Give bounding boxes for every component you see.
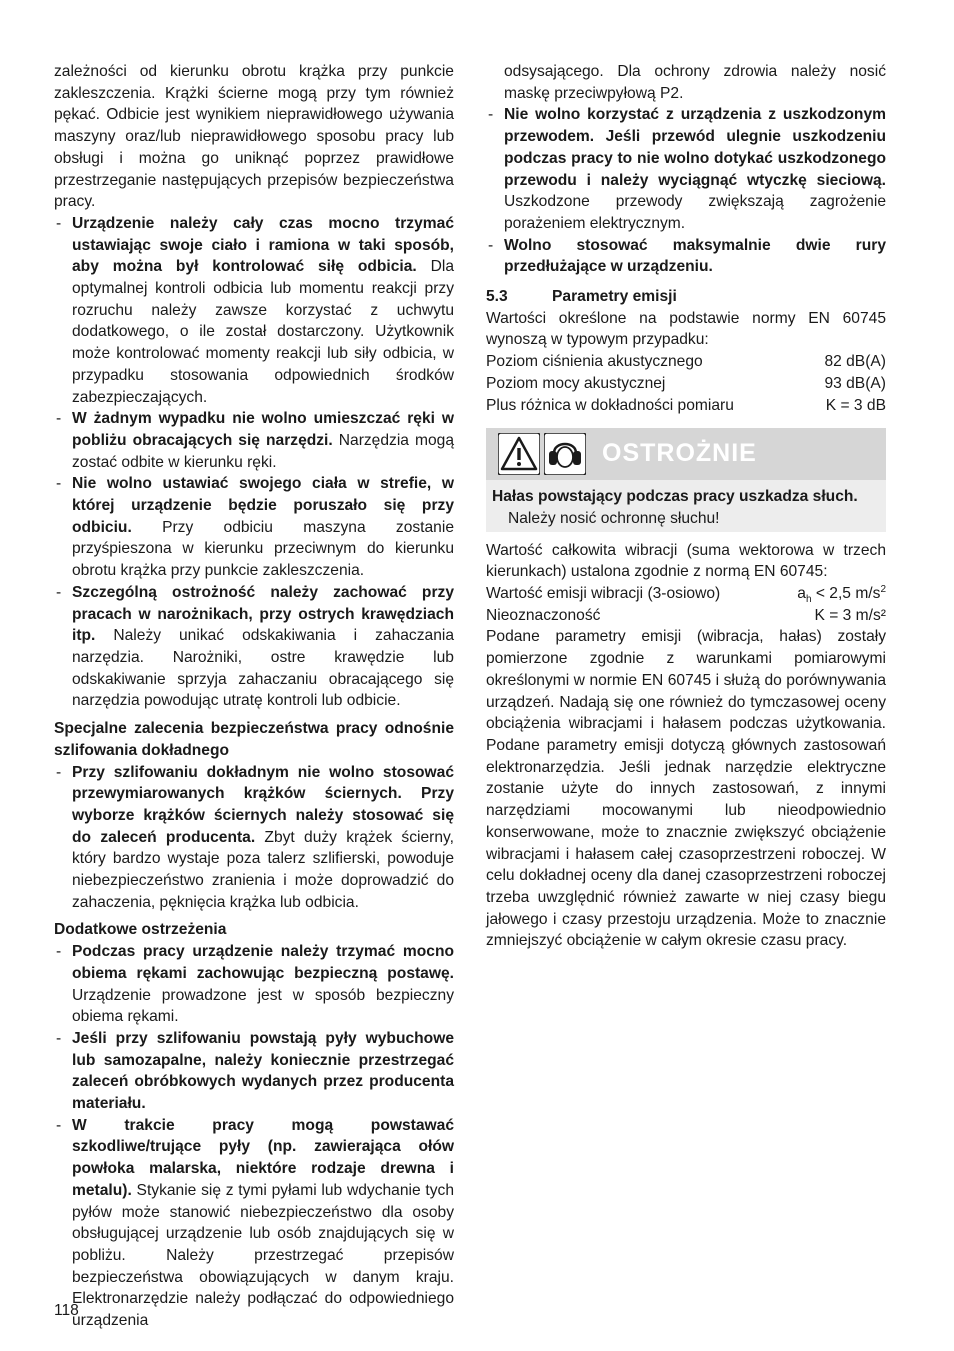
emission-intro: Wartości określone na podstawie normy EN 60745 wynoszą w typowym przypadku: xyxy=(486,309,886,349)
list-item: - W trakcie pracy mogą powstawać szkodliwe/trujące pyły (np. zawierająca ołów powłoka malarska, niektóre rodzaje drewna i metalu). Stykanie się z tymi pyłami lub wdychanie tych pyłów może stanowić niebezpieczeństwo dla osoby obsługującej urządzenie lub osób znajdujących się w pobliżu. Należy przestrzegać przepisów bezpieczeństwa obowiązujących w danym kraju. Elektronarzędzie należy podłączać do odpowiedniego urządzenia xyxy=(56,1116,454,1330)
subheading-additional-warnings: Dodatkowe ostrzeżenia xyxy=(54,921,227,939)
right-column xyxy=(486,61,886,952)
left-column xyxy=(54,61,454,1332)
emission-row: Plus różnica w dokładności pomiaru K = 3 dB xyxy=(486,396,886,414)
list-item: - W żadnym wypadku nie wolno umieszczać ręki w pobliżu obracających się narzędzi. Narzędzia mogą zostać odbite w kierunku ręki. xyxy=(56,410,454,471)
warning-triangle-icon xyxy=(498,433,540,475)
list-item: - Podczas pracy urządzenie należy trzymać mocno obiema rękami zachowując bezpieczną postawę. Urządzenie prowadzone jest w sposób bezpieczny obiema rękami. xyxy=(56,943,454,1026)
caution-header xyxy=(486,428,886,480)
emission-row: Poziom ciśnienia akustycznego 82 dB(A) xyxy=(486,353,886,371)
list-item: - Nie wolno ustawiać swojego ciała w strefie, w której urządzenie będzie poruszało się przy odbiciu. Przy odbiciu maszyna zostanie przyśpieszona w kierunku przeciwnym do kierunku obrotu krążka przy punkcie zakleszczenia. xyxy=(56,475,454,580)
vibration-intro: Wartość całkowita wibracji (suma wektorowa w trzech kierunkach) ustalona zgodnie z normą EN 60745: xyxy=(486,541,886,581)
caution-title: OSTROŻNIE xyxy=(602,439,757,468)
subheading-fine-grinding: Specjalne zalecenia bezpieczeństwa pracy odnośnie szlifowania dokładnego xyxy=(54,720,454,759)
caution-text: Hałas powstający podczas pracy uszkadza słuch. xyxy=(492,488,858,506)
caution-subtext: Należy nosić ochronnę słuchu! xyxy=(508,509,720,527)
ear-protection-icon xyxy=(544,433,586,475)
caution-body xyxy=(486,480,886,531)
emission-row: Poziom mocy akustycznej 93 dB(A) xyxy=(486,374,886,392)
list-item: - Przy szlifowaniu dokładnym nie wolno stosować przewymiarowanych krążków ściernych. Przy wyborze krążków ściernych należy stosować się do zaleceń producenta. Zbyt duży krążek ścierny, który bardzo wystaje poza talerz szlifierski, powoduje niebezpieczeństwo zranienia i może doprowadzić do zahaczenia, pęknięcia krążka lub odbicia. xyxy=(56,763,454,911)
vibration-row: Wartość emisji wibracji (3-osiowo) $a_h < 2,5$ $m/s^2$ xyxy=(486,583,886,606)
section-number: 5.3 xyxy=(486,288,508,306)
caution-box xyxy=(486,428,886,531)
section-heading xyxy=(486,286,886,308)
list-item: - Wolno stosować maksymalnie dwie rury przedłużające w urządzeniu. xyxy=(488,236,886,276)
list-item: - Urządzenie należy cały czas mocno trzymać ustawiając swoje ciało i ramiona w taki sposób, aby można był kontrolować siłę odbicia. Dla optymalnej kontroli odbicia lub momentu reakcji przy rozruchu należy zawsze korzystać z uchwytu dodatkowego, o ile został dostarczony. Użytkownik może kontrolować momenty reakcji lub siły odbicia, w przypadku stosowania odpowiednich środków zabezpieczających. xyxy=(56,214,455,406)
section-title: Parametry emisji xyxy=(552,288,677,306)
vibration-row: Nieoznaczoność K = 3 m/s² xyxy=(486,606,886,624)
list-item: - Nie wolno korzystać z urządzenia z uszkodzonym przewodem. Jeśli przewód ulegnie uszkodzeniu podczas pracy to nie wolno dotykać uszkodzonego przewodu i należy wyciągnąć wtyczkę sieciową. Uszkodzone przewody zwiększają zagrożenie porażeniem elektrycznym. xyxy=(488,106,886,232)
final-paragraph: Podane parametry emisji (wibracja, hałas) zostały pomierzone zgodnie z warunkami pomiarowymi określonymi w normie EN 60745 i służą do porównywania urządzeń. Nadają się one również do tymczasowej oceny obciążenia wibracjami i hałasem podczas użytkowania. Podane parametry emisji dotyczą głównych zastosowań elektronarzędzia. Jeśli jednak narzędzie elektryczne zostanie użyte do innych zastosowań, z innymi narzędziami mocowanymi lub nieodpowiednio konserwowane, może to znacznie zwiększyć obciążenie wibracjami i hałasem całej czasoprzestrzeni roboczej. W celu dokładnej oceny dla danej czasoprzestrzeni roboczej trzeba uwzględnić również zawarte w niej czasy biegu jałowego i czasy przestoju urządzenia. Może to znacznie zmniejszyć obciążenie w całym okresie czasu pracy. xyxy=(486,628,886,950)
intro-paragraph: zależności od kierunku obrotu krążka przy punkcie zakleszczenia. Krążki ścierne mogą przy tym również pękać. Odbicie jest wynikiem nieprawidłowego używania maszyny oraz/lub nieprawidłowego sposobu pracy lub obsługi i można go uniknąć poprzez prawidłowe przestrzeganie następujących przepisów bezpieczeństwa pracy. xyxy=(54,63,454,211)
continued-paragraph: odsysającego. Dla ochrony zdrowia należy nosić maskę przeciwpyłową P2. xyxy=(504,63,886,102)
list-item: - Jeśli przy szlifowaniu powstają pyły wybuchowe lub samozapalne, należy koniecznie przestrzegać zaleceń obróbkowych wydanych przez producenta materiału. xyxy=(56,1029,454,1113)
page-number: 118 xyxy=(54,1302,79,1319)
list-item: - Szczególną ostrożność należy zachować przy pracach w narożnikach, przy ostrych krawędziach itp. Należy unikać odskakiwania i zahaczania narzędzia. Narożniki, ostre krawędzie lub odskakiwanie sprzyja zahaczaniu obracającego się narzędzia powodując utratę kontroli lub odbicie. xyxy=(56,583,454,710)
